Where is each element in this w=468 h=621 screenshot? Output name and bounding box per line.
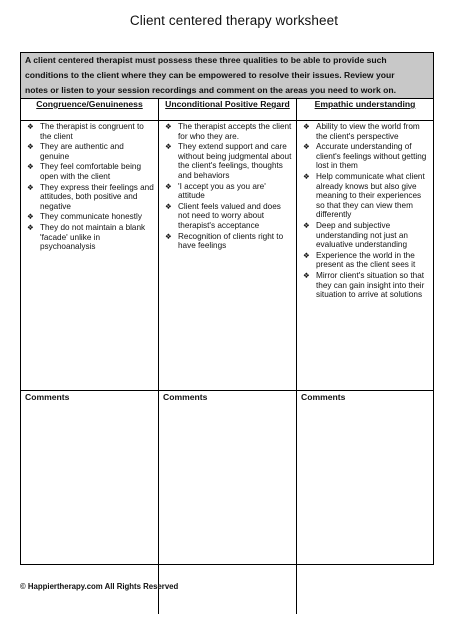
diamond-bullet-icon: ❖ [165, 201, 172, 211]
point-list [159, 121, 296, 251]
copyright-footer: © Happiertherapy.com All Rights Reserved [20, 582, 179, 591]
instructions-line: notes or listen to your session recordings and comment on the areas you need to work on. [25, 85, 397, 95]
instructions-line: A client centered therapist must possess these three qualities to be able to provide such [25, 55, 387, 65]
comments-label: Comments [301, 392, 346, 402]
point-text: Deep and subjective understanding not just an evaluative understanding [316, 220, 408, 250]
point-item [25, 212, 155, 222]
point-item [301, 142, 430, 171]
qualities-row [21, 99, 433, 391]
point-text: They extend support and care without being judgmental about the client's feelings, thoughts and behaviors [178, 142, 292, 180]
point-text: Mirror client's situation so that they can gain insight into their situation to arrive at solutions [316, 270, 425, 300]
diamond-bullet-icon: ❖ [27, 142, 34, 152]
diamond-bullet-icon: ❖ [303, 142, 310, 152]
diamond-bullet-icon: ❖ [303, 270, 310, 280]
diamond-bullet-icon: ❖ [303, 250, 310, 260]
point-text: Help communicate what client already knows but also give meaning to their experiences so that they can view them differently [316, 171, 425, 220]
diamond-bullet-icon: ❖ [27, 212, 34, 222]
point-text: Ability to view the world from the client's perspective [316, 122, 420, 141]
diamond-bullet-icon: ❖ [165, 231, 172, 241]
comments-cell-unconditional-positive-regard[interactable] [159, 391, 297, 614]
point-item [163, 202, 293, 231]
worksheet-table [20, 52, 434, 565]
column-congruence [21, 99, 159, 390]
diamond-bullet-icon: ❖ [27, 122, 34, 131]
point-item [25, 122, 155, 141]
point-list [21, 121, 158, 252]
point-item [301, 172, 430, 220]
point-text: The therapist is congruent to the client [40, 122, 144, 141]
point-item [163, 142, 293, 180]
point-item [25, 183, 155, 212]
point-text: They communicate honestly [40, 212, 142, 222]
point-text: 'I accept you as you are' attitude [178, 181, 266, 201]
column-heading: Empathic understanding [297, 99, 433, 121]
comments-label: Comments [163, 392, 208, 402]
point-item [301, 271, 430, 300]
point-item [25, 142, 155, 161]
diamond-bullet-icon: ❖ [303, 220, 310, 230]
point-item [25, 223, 155, 252]
comments-row [21, 391, 433, 614]
point-item [25, 162, 155, 181]
instructions-line: conditions to the client where they can be empowered to resolve their issues. Review your [25, 70, 395, 80]
point-text: They express their feelings and attitudes, both positive and negative [40, 182, 154, 211]
point-text: Accurate understanding of client's feelings without getting lost in them [316, 142, 427, 171]
point-list [297, 121, 433, 300]
diamond-bullet-icon: ❖ [165, 181, 172, 191]
point-item [301, 251, 430, 270]
point-item [163, 182, 293, 201]
diamond-bullet-icon: ❖ [303, 171, 310, 181]
point-item [163, 122, 293, 141]
point-text: Experience the world in the present as the client sees it [316, 250, 416, 270]
point-text: They do not maintain a blank 'facade' unlike in psychoanalysis [40, 222, 146, 252]
point-item [301, 122, 430, 141]
point-text: Recognition of clients right to have feelings [178, 231, 284, 251]
column-heading: Congruence/Genuineness [21, 99, 158, 121]
point-text: They feel comfortable being open with the client [40, 162, 142, 181]
point-text: The therapist accepts the client for who they are. [178, 122, 292, 141]
page-title: Client centered therapy worksheet [129, 13, 339, 28]
diamond-bullet-icon: ❖ [27, 222, 34, 232]
point-text: They are authentic and genuine [40, 142, 124, 161]
comments-label: Comments [25, 392, 70, 402]
diamond-bullet-icon: ❖ [27, 162, 34, 172]
diamond-bullet-icon: ❖ [27, 182, 34, 192]
diamond-bullet-icon: ❖ [165, 142, 172, 152]
diamond-bullet-icon: ❖ [165, 122, 172, 131]
point-item [163, 232, 293, 251]
column-unconditional-positive-regard [159, 99, 297, 390]
column-heading: Unconditional Positive Regard [159, 99, 296, 121]
instructions-box [21, 53, 433, 99]
point-item [301, 221, 430, 250]
column-empathic-understanding [297, 99, 433, 390]
diamond-bullet-icon: ❖ [303, 122, 310, 131]
comments-cell-congruence[interactable] [21, 391, 159, 614]
point-text: Client feels valued and does not need to worry about therapist's acceptance [178, 201, 281, 230]
comments-cell-empathic-understanding[interactable] [297, 391, 433, 614]
